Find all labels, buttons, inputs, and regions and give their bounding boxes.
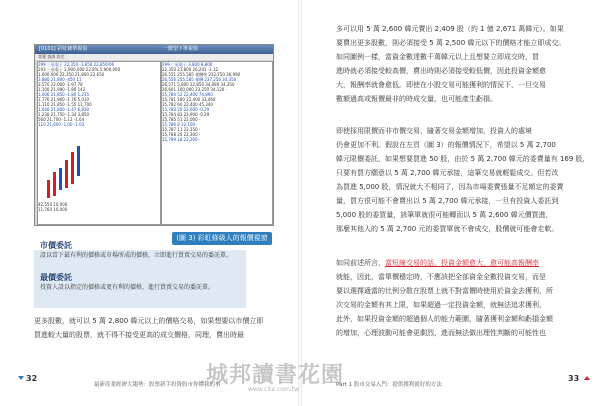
quote-row: 42,554 10,000 bbox=[38, 202, 68, 207]
quote-row: 15,785 51 22,000 - bbox=[162, 117, 201, 122]
screenshot-titlebar bbox=[35, 45, 273, 54]
quote-row: 299 三星電子 22,350 -1,650 22,850/06 bbox=[38, 62, 115, 67]
body-line bbox=[336, 256, 568, 270]
body-line: 買進較大量的股票，就不得不接受更高的成交價格，同理，賣出時最 bbox=[34, 331, 244, 339]
highlight-text: 當短線交易的話，投資金額愈大，愈可能高報酬率 bbox=[385, 259, 539, 267]
quote-row: 3,570 22,000 -1.97 78 bbox=[38, 82, 83, 87]
chart-candle bbox=[53, 172, 56, 196]
watermark-url: www.cite.com.tw bbox=[248, 386, 299, 393]
screenshot-left-panel bbox=[37, 61, 161, 225]
body-line: 就能，因此，當單價穩定時，不應該把全部資金全數投資交易，而是 bbox=[336, 273, 546, 281]
quote-row: 26,556 255,585 報酬 237,256 34,350 bbox=[162, 77, 237, 82]
body-line: 韓元限價委託，如果想要買進 50 股，由於 5 萬 2,700 韓元的委賣量有 169 股， bbox=[336, 155, 590, 163]
body-line: 多可以用 5 萬 2,600 韓元賣出 2,409 股（約 1 億 2,671 萬韓元）。如果 bbox=[336, 25, 564, 33]
quote-row: 15,786 8 22,100 - bbox=[162, 122, 198, 127]
quote-row: 560 21,700 -1.12 -1.04 bbox=[38, 117, 85, 122]
body-line: 只要有買方願意以 5 萬 2,700 韓元承接，這筆交易就輕鬆成交。但若改 bbox=[336, 169, 559, 177]
quote-row: 26,601 100,000 23,250 34,120 - bbox=[162, 87, 228, 92]
quote-row: 1,000,000 22,350 21,800 22,650 bbox=[38, 72, 105, 77]
quote-row: 26,571 5,800 22,850 34,080 34,350 bbox=[162, 82, 235, 87]
body-line: 此外，如果投資金額的超過個人的能力範圍，隨著獲利金額和虧損金額 bbox=[336, 315, 553, 323]
body-line: 量，買方很可能不會賣出以 5 萬 2,700 韓元承接，一旦有投資人委託到 bbox=[336, 197, 559, 205]
chart-candle bbox=[59, 168, 62, 190]
body-line: 即使採用限價而非市價交易，隨著交易金額增加，投資人的處境 bbox=[336, 127, 532, 135]
quote-row: 15,780 52 22,400 74,890 bbox=[162, 92, 213, 97]
quote-row: 15,782 60 22,400 45,340 bbox=[162, 102, 213, 107]
footer-left: 最新產業經濟大趨勢：股票新手投資股市你懂我的事 bbox=[94, 382, 221, 388]
quote-row: 15,781 180 22,400 33,460 bbox=[162, 97, 216, 102]
quote-row: 3,880 21,800 -450 11 bbox=[38, 77, 82, 82]
screenshot-title-right: 一體型下單視窗 bbox=[163, 46, 199, 52]
body-line: 大，報酬率就會愈低。即使在小股交易可能獲利的情況下，一旦交易 bbox=[336, 81, 546, 89]
figure-caption: (圖 3) 彩虹條級人的報價視窗 bbox=[172, 232, 272, 245]
quote-row: 15,783 20 22,600 -0.29 bbox=[162, 107, 210, 112]
body-line: 進時就必須接受較高價，賣出時則必須接受較低價，因此投資金額愈 bbox=[336, 67, 546, 75]
quote-row: 15,787 11 22,150 - bbox=[162, 127, 201, 132]
price-candlestick-chart bbox=[44, 142, 84, 202]
body-line: 為買進 5,000 股，情況就大不相同了，因為市場委賣張量不足額定的委賣 bbox=[336, 183, 564, 191]
body-line: 如同圖例一樣，當資金數達數千萬韓元以上且想要立即成交時，買 bbox=[336, 53, 539, 61]
info-text-limit-order: 投資人設以指定的價格或更有利的價格，進行買賣交易的委託單。 bbox=[40, 284, 215, 291]
quote-row: 15,788 20 22,300 - bbox=[162, 132, 201, 137]
body-line-lead: 如同前述所言， bbox=[336, 259, 385, 267]
quote-row: 1,100 21,990 -1.80 142 bbox=[38, 87, 86, 92]
chart-candle bbox=[71, 152, 74, 184]
quote-row: 11,760 10,000 bbox=[38, 207, 68, 212]
body-line: 要以選擇適當的比例分散在股票上就不對當價時使用於資金去獲利，所 bbox=[336, 287, 553, 295]
body-line: 數額過高或報價最非的時成交量，也可能產生虧損。 bbox=[336, 95, 497, 103]
quote-row: 1,040 21,800 -1.47 6,830 bbox=[38, 107, 90, 112]
body-line: 更多股數，就可以 5 萬 2,800 韓元以上的價格交易，如果想要以市價立即 bbox=[34, 317, 264, 325]
body-line: 那麼其他人的 5 萬 2,700 元的委買單就不會成交，股價就可能會走軟。 bbox=[336, 225, 559, 233]
page-number-right: 33 bbox=[568, 374, 580, 383]
body-line: 的增加，心理波動可能會更劇烈，進而無法做出理性判斷的可能性也 bbox=[336, 329, 546, 337]
screenshot-right-panel bbox=[161, 61, 273, 225]
chart-candle bbox=[47, 180, 50, 198]
chart-candle bbox=[65, 160, 68, 188]
info-heading-limit-order: 最價委託 bbox=[40, 273, 72, 282]
quote-row: 299 三星電子 3,800 8,800 bbox=[162, 62, 213, 67]
quote-row: 1,110 21,850 -1.55 11,700 bbox=[38, 102, 92, 107]
info-heading-market-order: 市價委託 bbox=[40, 241, 72, 250]
info-text-market-order: 設以當下最有利的價格或市場所成的價格，立即進行買賣交易的委託單。 bbox=[40, 252, 233, 259]
quote-row: 293 三星電子 2,900,000 22.8% 5,900,000 bbox=[38, 67, 121, 72]
quote-row: 1,230 21,750 -1.34 3,850 bbox=[38, 112, 90, 117]
body-line: 仍會更加不利。假設在左頁（圖 3）的報價情況下，希望以 5 萬 2,700 bbox=[336, 141, 556, 149]
page-number-left: 32 bbox=[26, 374, 38, 383]
right-page bbox=[300, 0, 600, 406]
body-line: 5,000 股的委買量，該筆單就很可能轉而以 5 萬 2,600 韓元價買進， bbox=[336, 211, 553, 219]
chart-candle bbox=[77, 146, 80, 176]
page-marker-icon bbox=[18, 376, 24, 380]
stock-quote-screenshot bbox=[34, 44, 274, 226]
screenshot-menubar: 買賣 查詢 設定 bbox=[35, 54, 273, 60]
quote-row: 110 21,600 -1.00 -1.03 bbox=[38, 122, 85, 127]
quote-row: 22,350 21,800 26,201 -1.12 bbox=[162, 67, 219, 72]
screenshot-window-title: [0101] 彩虹條單視窗 bbox=[39, 46, 88, 52]
quote-row: 26,551 255,585 報酬率 232,750 36,990 bbox=[162, 72, 241, 77]
quote-row: 15,784 83 22,900 -0.29 bbox=[162, 112, 210, 117]
quote-row: 15,789 18 22,200 - bbox=[162, 137, 201, 142]
body-line: 次交易的金額有其上限，如果超過一定投資金額，就無法追求獲利， bbox=[336, 301, 546, 309]
quote-row: 1,776 21,900 -1.76 5,010 bbox=[38, 97, 90, 102]
page-marker-icon bbox=[584, 376, 590, 380]
watermark-logo: 城邦讀書花園 bbox=[206, 363, 345, 388]
body-line: 要賣出更多股數，則必須接受 5 萬 2,500 韓元以下的價格才能立即成交。 bbox=[336, 39, 566, 47]
footer-right: Part 1 股市交易入門：提供獲利就好的方法 bbox=[336, 382, 442, 388]
quote-row: 1,006 21,850 -1.80 1,235 bbox=[38, 92, 90, 97]
